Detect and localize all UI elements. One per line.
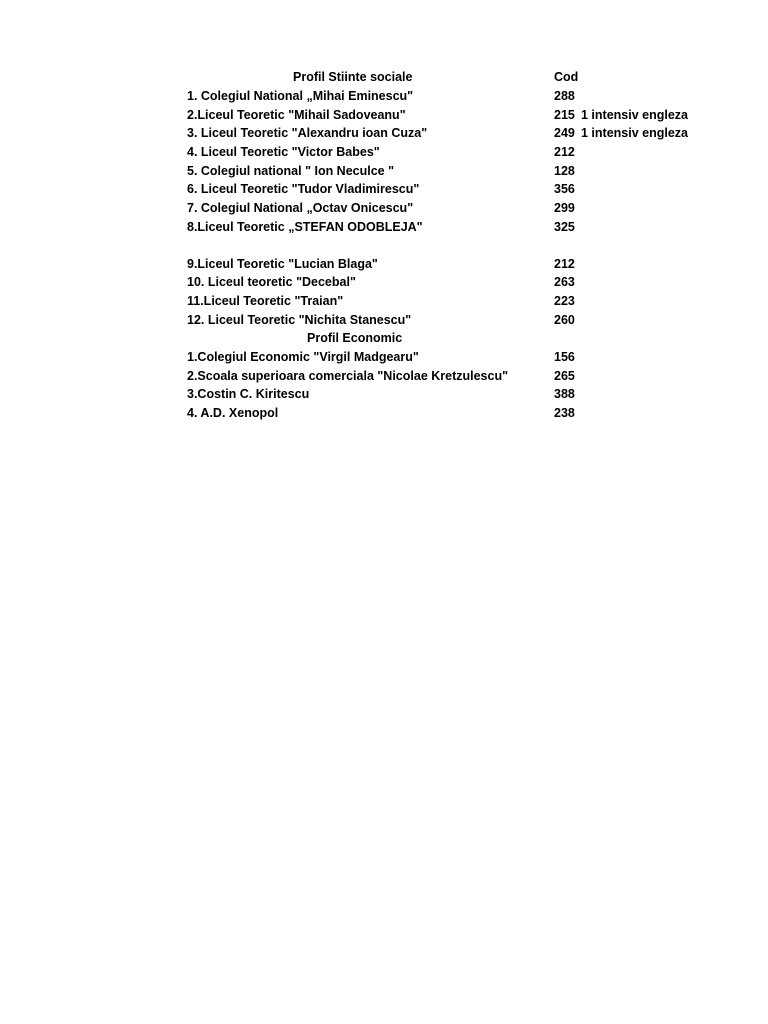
school-code: 249 (554, 126, 575, 140)
table-row (0, 218, 768, 237)
school-name: 1. Colegiul National „Mihai Eminescu" (187, 89, 414, 103)
school-note: 1 intensiv engleza (581, 108, 688, 122)
table-row (0, 292, 768, 311)
table-row (0, 311, 768, 330)
table-row (0, 87, 768, 106)
school-code: 223 (554, 294, 575, 308)
table-row (0, 143, 768, 162)
table-row (0, 255, 768, 274)
school-code: 263 (554, 275, 575, 289)
school-code: 128 (554, 164, 575, 178)
table-row (0, 385, 768, 404)
school-code: 212 (554, 145, 575, 159)
table-row (0, 180, 768, 199)
school-name: 4. A.D. Xenopol (187, 406, 279, 420)
table-row (0, 124, 768, 143)
school-name: 1.Colegiul Economic "Virgil Madgearu" (187, 350, 419, 364)
school-name: 10. Liceul teoretic "Decebal" (187, 275, 356, 289)
school-name: 2.Liceul Teoretic "Mihail Sadoveanu" (187, 108, 406, 122)
school-code: 356 (554, 182, 575, 196)
school-name: 11.Liceul Teoretic "Traian" (187, 294, 344, 308)
school-name: 12. Liceul Teoretic "Nichita Stanescu" (187, 313, 412, 327)
school-name: 9.Liceul Teoretic "Lucian Blaga" (187, 257, 378, 271)
table-row (0, 404, 768, 423)
school-code: 265 (554, 369, 575, 383)
section-title: Profil Stiinte sociale (293, 70, 413, 84)
section-heading-economic (0, 329, 768, 348)
school-name: 7. Colegiul National „Octav Onicescu" (187, 201, 414, 215)
school-code: 388 (554, 387, 575, 401)
school-name: 3.Costin C. Kiritescu (187, 387, 310, 401)
table-row (0, 106, 768, 125)
school-name: 6. Liceul Teoretic "Tudor Vladimirescu" (187, 182, 420, 196)
school-code: 238 (554, 406, 575, 420)
school-name: 5. Colegiul national " Ion Neculce " (187, 164, 395, 178)
section-title: Profil Economic (307, 331, 403, 345)
code-column-header: Cod (554, 70, 579, 84)
school-name: 3. Liceul Teoretic "Alexandru ioan Cuza" (187, 126, 428, 140)
school-code: 260 (554, 313, 575, 327)
school-note: 1 intensiv engleza (581, 126, 688, 140)
table-row (0, 273, 768, 292)
table-row (0, 162, 768, 181)
school-code: 299 (554, 201, 575, 215)
school-code: 215 (554, 108, 575, 122)
school-code: 325 (554, 220, 575, 234)
school-name: 2.Scoala superioara comerciala "Nicolae Kretzulescu" (187, 369, 509, 383)
school-code: 288 (554, 89, 575, 103)
table-row (0, 367, 768, 386)
table-row (0, 348, 768, 367)
school-code: 156 (554, 350, 575, 364)
school-name: 8.Liceul Teoretic „STEFAN ODOBLEJA" (187, 220, 423, 234)
table-row (0, 199, 768, 218)
section-heading-social-sciences (0, 68, 768, 87)
school-name: 4. Liceul Teoretic "Victor Babes" (187, 145, 380, 159)
school-code: 212 (554, 257, 575, 271)
